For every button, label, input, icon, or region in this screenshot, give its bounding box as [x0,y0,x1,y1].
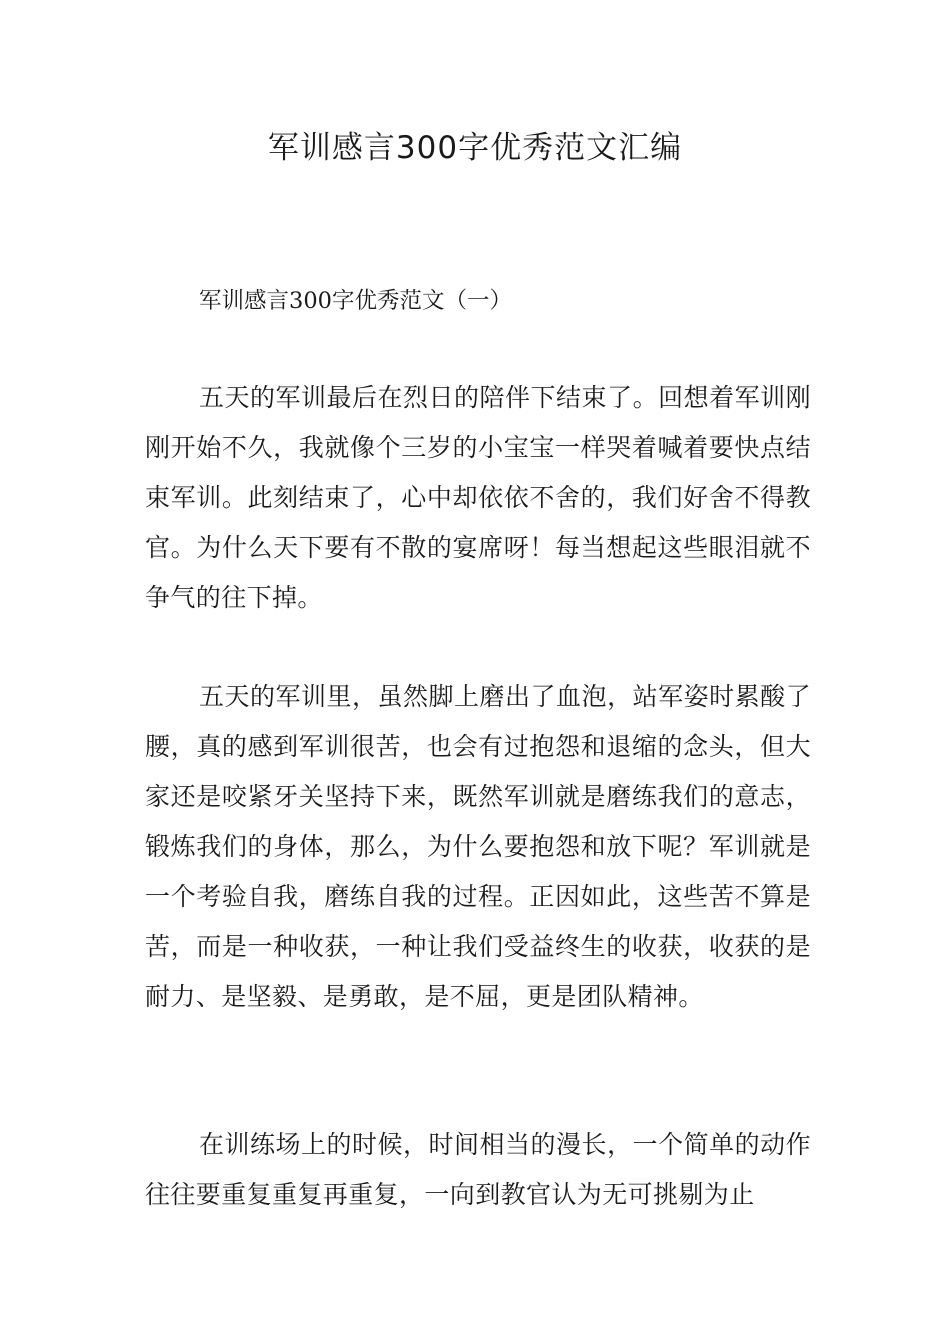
body-paragraph-3: 在训练场上的时候，时间相当的漫长，一个简单的动作往往要重复重复再重复，一向到教官认为无可挑剔为止 [145,1130,811,1209]
document-title: 军训感言300字优秀范文汇编 [267,130,683,166]
body-paragraph-2: 五天的军训里，虽然脚上磨出了血泡，站军姿时累酸了腰，真的感到军训很苦，也会有过抱怨和退缩的念头，但大家还是咬紧牙关坚持下来，既然军训就是磨练我们的意志，锻炼我们的身体，那么，为什么要抱怨和放下呢？军训就是一个考验自我，磨练自我的过程。正因如此，这些苦不算是苦，而是一种收获，一种让我们受益终生的收获，收获的是耐力、是坚毅、是勇敢，是不屈，更是团队精神。 [145,682,811,1011]
body-paragraph-1: 五天的军训最后在烈日的陪伴下结束了。回想着军训刚刚开始不久，我就像个三岁的小宝宝一样哭着喊着要快点结束军训。此刻结束了，心中却依依不舍的，我们好舍不得教官。为什么天下要有不散的宴席呀！每当想起这些眼泪就不争气的往下掉。 [145,383,811,612]
section-heading: 军训感言300字优秀范文（一） [199,288,512,314]
